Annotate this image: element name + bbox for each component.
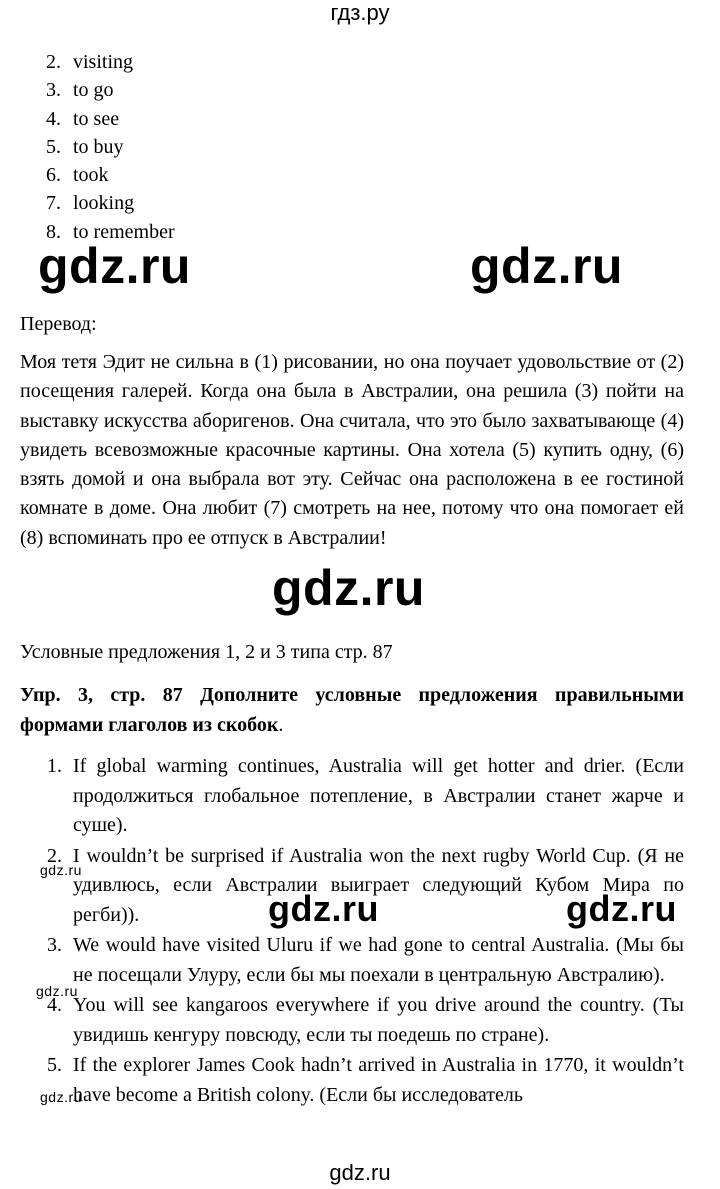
item-text: to see xyxy=(73,107,120,130)
item-number: 5. xyxy=(46,135,61,158)
item-text: looking xyxy=(73,192,135,215)
translation-section xyxy=(20,310,684,553)
list-item xyxy=(20,931,684,990)
watermark: gdz.ru xyxy=(470,238,623,294)
watermark: gdz.ru xyxy=(268,888,379,929)
watermark: gdz.ru xyxy=(272,560,425,616)
list-item xyxy=(20,1051,684,1110)
watermark-small: gdz.ru xyxy=(36,983,78,999)
item-text: You will see kangaroos everywhere if you drive around the country. (Ты увидишь кенгуру повсюду, если ты поедешь по стране). xyxy=(73,994,684,1046)
exercise-title xyxy=(20,680,684,740)
list-item xyxy=(20,752,684,841)
item-text: If global warming continues, Australia will get hotter and drier. (Если продолжиться глобальное потепление, в Австралии станет жарче и суше). xyxy=(73,755,684,836)
item-text: to buy xyxy=(73,135,124,158)
item-number: 6. xyxy=(46,164,61,187)
list-item xyxy=(46,48,175,76)
site-footer: gdz.ru xyxy=(329,1160,391,1185)
item-number: 8. xyxy=(46,220,61,243)
item-number: 7. xyxy=(46,192,61,215)
translation-text: Моя тетя Эдит не сильна в (1) рисовании, но она поучает удовольствие от (2) посещения галерей. Когда она была в Австралии, она решила (3) пойти на выставку искусства аборигенов. Она считала, что это было захватывающе (4) увидеть всевозможные красочные картины. Она хотела (5) купить одну, (6) взять домой и она выбрала вот эту. Сейчас она расположена в ее гостиной комнате в доме. Она любит (7) смотреть на нее, потому что она помогает ей (8) вспоминать про ее отпуск в Австралии! xyxy=(20,351,684,549)
site-header: гдз.ру xyxy=(330,0,390,25)
list-item xyxy=(46,161,175,189)
list-item xyxy=(46,133,175,161)
list-item xyxy=(46,105,175,133)
item-number: 2. xyxy=(46,51,61,73)
exercise-title-text: Упр. 3, стр. 87 Дополните условные предложения правильными формами глаголов из скобок xyxy=(20,684,684,736)
item-text: visiting xyxy=(73,51,134,73)
item-text: I wouldn’t be surprised if Australia won the next rugby World Cup. (Я не удивлюсь, если Австралии выиграет следующий Кубом Мира по регби)). xyxy=(73,844,684,926)
item-number: 3. xyxy=(47,934,62,956)
item-number: 2. xyxy=(47,844,62,867)
answer-list xyxy=(46,48,175,246)
list-item xyxy=(20,991,684,1050)
item-text: to go xyxy=(73,79,114,102)
translation-label: Перевод: xyxy=(20,313,97,335)
item-number: 4. xyxy=(47,994,62,1016)
exercise-list xyxy=(20,752,684,1111)
item-text: took xyxy=(73,164,109,187)
item-number: 5. xyxy=(47,1054,62,1076)
section-title: Условные предложения 1, 2 и 3 типа стр. 87 xyxy=(20,641,393,663)
item-text: We would have visited Uluru if we had gone to central Australia. (Мы бы не посещали Улуру, если бы мы поехали в центральную Австралию). xyxy=(73,934,684,986)
item-number: 4. xyxy=(46,107,61,130)
item-number: 3. xyxy=(46,79,61,102)
list-item xyxy=(46,76,175,104)
exercise-title-end: . xyxy=(278,714,284,736)
item-number: 1. xyxy=(47,755,62,777)
watermark-small: gdz.ru xyxy=(40,1089,82,1105)
watermark: gdz.ru xyxy=(38,238,191,294)
watermark-small: gdz.ru xyxy=(40,862,82,878)
item-text: to remember xyxy=(73,220,175,243)
list-item xyxy=(46,189,175,217)
watermark: gdz.ru xyxy=(566,888,677,929)
item-text: If the explorer James Cook hadn’t arrived in Australia in 1770, it wouldn’t have become a British colony. (Если бы исследователь xyxy=(73,1054,684,1106)
